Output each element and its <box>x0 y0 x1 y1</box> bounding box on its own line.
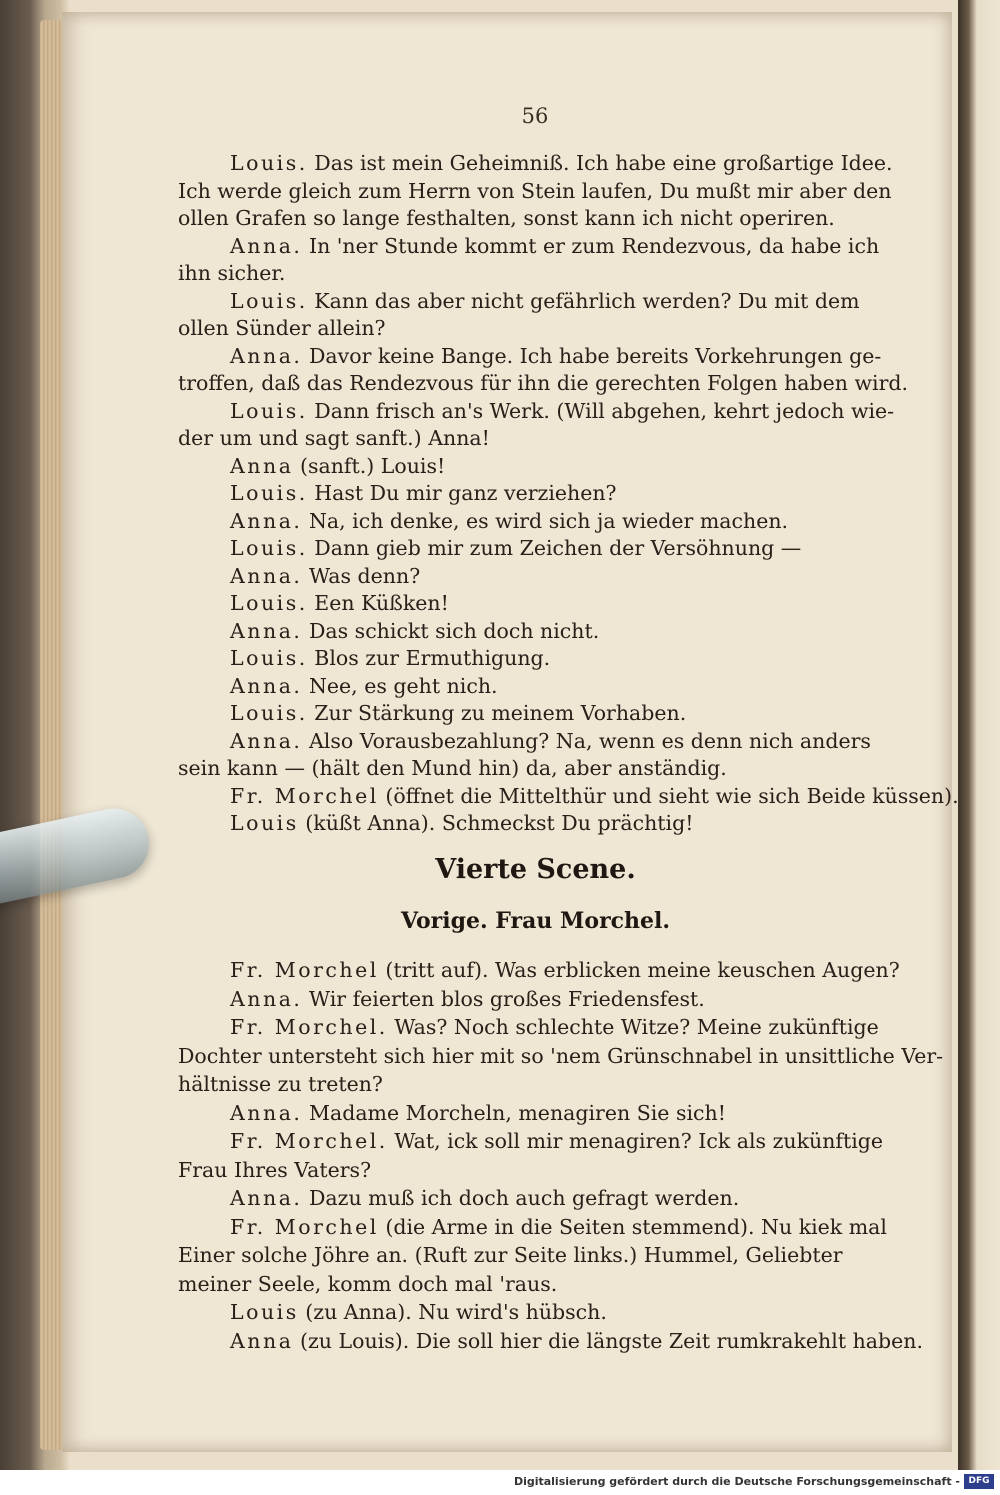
dialogue-text: meiner Seele, komm doch mal 'raus. <box>178 1271 558 1296</box>
speaker-name: Anna. <box>230 233 303 258</box>
dialogue-text: (tritt auf). Was erblicken meine keuschen Augen? <box>385 958 900 982</box>
dialogue-text: troffen, daß das Rendezvous für ihn die gerechten Folgen haben wird. <box>178 371 909 395</box>
speaker-name: Louis. <box>230 481 308 505</box>
dialogue-text: Dann gieb mir zum Zeichen der Versöhnung — <box>314 536 802 560</box>
speaker-name: Fr. Morchel. <box>230 1015 388 1039</box>
dialogue-line-first <box>178 673 893 701</box>
speaker-name: Louis. <box>230 398 308 423</box>
dialogue-line-first <box>178 985 893 1014</box>
dialogue-line-first <box>178 810 893 838</box>
dialogue-text: (zu Louis). Die soll hier die längste Zeit rumkrakehlt haben. <box>299 1328 923 1353</box>
dialogue-text: Das ist mein Geheimniß. Ich habe eine großartige Idee. <box>314 151 893 175</box>
dialogue-text: Zur Stärkung zu meinem Vorhaben. <box>314 701 687 725</box>
dialogue-text: (die Arme in die Seiten stemmend). Nu kiek mal <box>385 1214 887 1239</box>
dialogue-line-first <box>178 618 893 646</box>
dialogue-text: ihn sicher. <box>178 261 286 285</box>
dialogue-text: Wat, ick soll mir menagiren? Ick als zukünftige <box>394 1129 884 1153</box>
speaker-name: Anna. <box>230 728 303 753</box>
dialogue-text: Madame Morcheln, menagiren Sie sich! <box>308 1100 726 1125</box>
dialogue-line-cont <box>178 178 893 206</box>
dialogue-line-first <box>178 508 893 536</box>
speaker-name: Anna <box>230 453 294 478</box>
speaker-name: Louis. <box>230 591 308 615</box>
dialogue-text: (küßt Anna). Schmeckst Du prächtig! <box>305 811 694 835</box>
dialogue-text: Einer solche Jöhre an. (Ruft zur Seite links.) Hummel, Geliebter <box>178 1243 843 1267</box>
speaker-name: Anna. <box>230 618 303 643</box>
dialogue-line-cont <box>178 1270 893 1299</box>
dialogue-line-first <box>178 590 893 618</box>
speaker-name: Anna. <box>230 673 303 698</box>
dialogue-text: (öffnet die Mittelthür und sieht wie sich Beide küssen). <box>385 783 959 808</box>
dialogue-line-first <box>178 343 893 371</box>
speaker-name: Anna. <box>230 508 303 533</box>
dialogue-line-cont <box>178 205 893 233</box>
dialogue-text: Blos zur Ermuthigung. <box>314 646 551 670</box>
dialogue-line-first <box>178 398 893 426</box>
dialogue-text: Davor keine Bange. Ich habe bereits Vorkehrungen ge- <box>308 343 882 368</box>
dialogue-line-cont <box>178 260 893 288</box>
dialogue-text: (sanft.) Louis! <box>299 453 446 478</box>
dialogue-line-first <box>178 1099 893 1128</box>
dialogue-line-first <box>178 1184 893 1213</box>
speaker-name: Louis. <box>230 151 308 175</box>
dfg-logo-icon: DFG <box>964 1474 994 1489</box>
speaker-name: Louis. <box>230 646 308 670</box>
page-number: 56 <box>521 104 549 128</box>
dialogue-text: Ich werde gleich zum Herrn von Stein laufen, Du mußt mir aber den <box>178 178 892 203</box>
dialogue-line-first <box>178 453 893 481</box>
dialogue-line-first <box>178 233 893 261</box>
speaker-name: Louis. <box>230 288 308 313</box>
dialogue-line-first <box>178 1013 893 1042</box>
speaker-name: Fr. Morchel. <box>230 1129 388 1153</box>
speaker-name: Fr. Morchel <box>230 958 379 982</box>
dialogue-text: Dochter untersteht sich hier mit so 'nem Grünschnabel in unsittliche Ver- <box>178 1043 944 1068</box>
speaker-name: Louis <box>230 811 299 835</box>
speaker-name: Louis. <box>230 536 308 560</box>
dialogue-line-first <box>178 645 893 673</box>
dialogue-text: Dazu muß ich doch auch gefragt werden. <box>308 1186 740 1210</box>
dialogue-text: Een Küßken! <box>314 591 449 615</box>
dialogue-line-first <box>178 1213 893 1242</box>
facing-page-edge <box>958 0 1000 1470</box>
dialogue-line-first <box>178 563 893 591</box>
dialogue-line-cont <box>178 1070 893 1099</box>
dialogue-line-cont <box>178 1156 893 1185</box>
dialogue-text: Das schickt sich doch nicht. <box>308 618 600 643</box>
dialogue-text: Frau Ihres Vaters? <box>178 1157 372 1182</box>
dialogue-line-first <box>178 728 893 756</box>
speaker-name: Anna. <box>230 343 303 368</box>
speaker-name: Louis <box>230 1300 299 1324</box>
dialogue-text: Dann frisch an's Werk. (Will abgehen, kehrt jedoch wie- <box>314 398 895 423</box>
dialogue-text: Nee, es geht nich. <box>308 673 498 698</box>
footer-bar <box>0 1470 1000 1495</box>
dialogue-block-top <box>178 150 959 838</box>
speaker-name: Anna. <box>230 1100 303 1125</box>
speaker-name: Fr. Morchel <box>230 783 379 808</box>
dialogue-line-first <box>178 700 893 728</box>
dialogue-line-first <box>178 150 893 178</box>
speaker-name: Fr. Morchel <box>230 1214 379 1239</box>
speaker-name: Louis. <box>230 701 308 725</box>
dialogue-text: hältnisse zu treten? <box>178 1072 383 1096</box>
speaker-name: Anna. <box>230 1186 303 1210</box>
dialogue-line-first <box>178 288 893 316</box>
dialogue-text: Kann das aber nicht gefährlich werden? Du mit dem <box>314 288 860 313</box>
dialogue-text: (zu Anna). Nu wird's hübsch. <box>305 1300 607 1324</box>
scene-persons: Vorige. Frau Morchel. <box>400 908 671 934</box>
dialogue-text: der um und sagt sanft.) Anna! <box>178 426 490 450</box>
dialogue-line-first <box>178 783 959 811</box>
speaker-name: Anna. <box>230 986 303 1011</box>
dialogue-text: Was? Noch schlechte Witze? Meine zukünftige <box>394 1015 879 1039</box>
dialogue-line-cont <box>178 315 893 343</box>
dialogue-text: ollen Grafen so lange festhalten, sonst kann ich nicht operiren. <box>178 206 835 230</box>
dialogue-text: In 'ner Stunde kommt er zum Rendezvous, da habe ich <box>308 233 880 258</box>
scene-heading: Vierte Scene. <box>435 854 636 885</box>
dialogue-text: Was denn? <box>308 563 421 588</box>
dialogue-text: Hast Du mir ganz verziehen? <box>314 481 617 505</box>
speaker-name: Anna <box>230 1328 294 1353</box>
dialogue-text: Na, ich denke, es wird sich ja wieder machen. <box>308 508 789 533</box>
dialogue-line-cont <box>178 755 893 783</box>
dialogue-line-cont <box>178 1042 944 1071</box>
funding-notice: Digitalisierung gefördert durch die Deutsche Forschungsgemeinschaft - <box>513 1475 960 1488</box>
dialogue-line-cont <box>178 425 893 453</box>
dialogue-text: Wir feierten blos großes Friedensfest. <box>308 986 705 1011</box>
dialogue-line-first <box>178 1127 893 1156</box>
dialogue-line-first <box>178 535 893 563</box>
dialogue-text: sein kann — (hält den Mund hin) da, aber anständig. <box>178 756 727 780</box>
dialogue-line-first <box>178 1327 923 1356</box>
dialogue-text: ollen Sünder allein? <box>178 316 386 340</box>
dialogue-block-bottom <box>178 956 944 1355</box>
dialogue-line-first <box>178 480 893 508</box>
dialogue-line-cont <box>178 1241 893 1270</box>
speaker-name: Anna. <box>230 563 303 588</box>
dialogue-line-cont <box>178 370 909 398</box>
dialogue-line-first <box>178 956 900 985</box>
dialogue-text: Also Vorausbezahlung? Na, wenn es denn nich anders <box>308 728 871 753</box>
dialogue-line-first <box>178 1298 893 1327</box>
